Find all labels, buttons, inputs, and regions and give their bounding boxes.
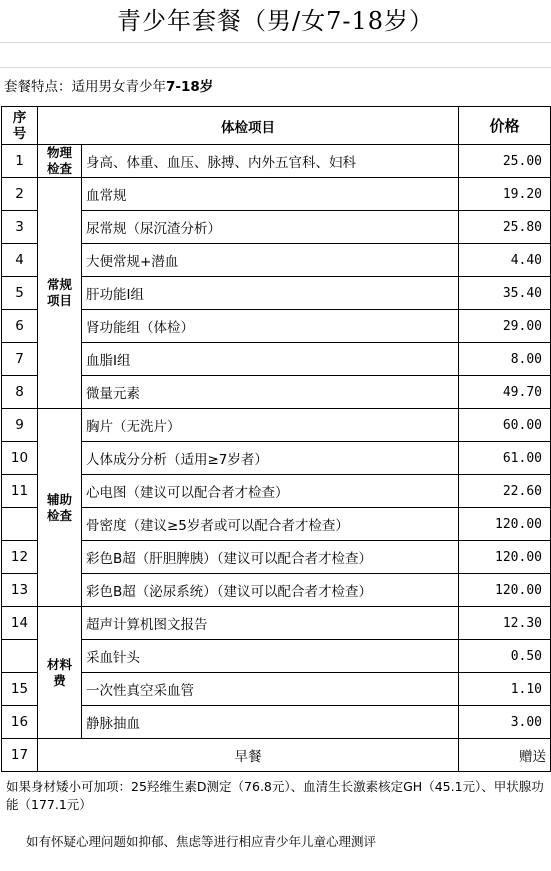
row-item: 彩色B超（肝胆脾胰）（建议可以配合者才检查） [82, 541, 459, 574]
row-item: 静脉抽血 [82, 706, 459, 739]
row-price: 25.80 [459, 211, 551, 244]
row-item: 心电图（建议可以配合者才检查） [82, 475, 459, 508]
row-seq: 7 [2, 343, 38, 376]
row-seq [2, 640, 38, 673]
table-row [2, 673, 551, 706]
category-routine: 常规项目 [38, 178, 82, 409]
header-price: 价格 [459, 107, 551, 145]
row-item: 血常规 [82, 178, 459, 211]
table-row [2, 376, 551, 409]
row-seq: 3 [2, 211, 38, 244]
psychology-note: 如有怀疑心理问题如抑郁、焦虑等进行相应青少年儿童心理测评 [26, 834, 377, 849]
row-price: 120.00 [459, 541, 551, 574]
row-item: 早餐 [38, 739, 459, 772]
row-seq: 9 [2, 409, 38, 442]
table-row [2, 442, 551, 475]
row-item: 胸片（无洗片） [82, 409, 459, 442]
table-row [2, 508, 551, 541]
row-seq: 12 [2, 541, 38, 574]
row-price: 120.00 [459, 574, 551, 607]
package-feature-label: 套餐特点：适用男女青少年 [4, 79, 166, 95]
additional-items-note: 如果身材矮小可加项：25羟维生素D测定（76.8元）、血清生长激素核定GH（45.1元）、甲状腺功能（177.1元） [6, 779, 544, 812]
table-row [2, 277, 551, 310]
row-price: 12.30 [459, 607, 551, 640]
category-physical: 物理检查 [38, 145, 82, 178]
row-seq: 13 [2, 574, 38, 607]
table-row [2, 310, 551, 343]
package-feature-range: 7-18岁 [166, 79, 214, 95]
row-seq: 16 [2, 706, 38, 739]
table-row [2, 640, 551, 673]
row-item: 超声计算机图文报告 [82, 607, 459, 640]
row-price: 3.00 [459, 706, 551, 739]
row-seq: 11 [2, 475, 38, 508]
row-item: 微量元素 [82, 376, 459, 409]
row-price: 120.00 [459, 508, 551, 541]
row-seq: 2 [2, 178, 38, 211]
row-item: 肝功能Ⅰ组 [82, 277, 459, 310]
table-row [2, 409, 551, 442]
row-price: 49.70 [459, 376, 551, 409]
row-seq: 14 [2, 607, 38, 640]
header-item: 体检项目 [38, 107, 459, 145]
row-item: 肾功能组（体检） [82, 310, 459, 343]
package-feature [0, 68, 551, 106]
row-seq: 15 [2, 673, 38, 706]
row-price: 赠送 [459, 739, 551, 772]
table-row [2, 607, 551, 640]
row-price: 25.00 [459, 145, 551, 178]
row-seq: 17 [2, 739, 38, 772]
table-row [2, 211, 551, 244]
row-item: 采血针头 [82, 640, 459, 673]
table-header-row [2, 107, 551, 145]
table-row [2, 541, 551, 574]
row-price: 60.00 [459, 409, 551, 442]
row-item: 尿常规（尿沉渣分析） [82, 211, 459, 244]
row-item: 血脂Ⅰ组 [82, 343, 459, 376]
table-row [2, 739, 551, 772]
row-price: 4.40 [459, 244, 551, 277]
row-price: 61.00 [459, 442, 551, 475]
table-row [2, 178, 551, 211]
table-row [2, 343, 551, 376]
row-price: 1.10 [459, 673, 551, 706]
table-row [2, 145, 551, 178]
row-price: 8.00 [459, 343, 551, 376]
row-seq: 8 [2, 376, 38, 409]
table-row [2, 244, 551, 277]
row-price: 0.50 [459, 640, 551, 673]
table-row [2, 574, 551, 607]
page-title: 青少年套餐（男/女7-18岁） [0, 0, 551, 43]
row-item: 骨密度（建议≥5岁者或可以配合者才检查） [82, 508, 459, 541]
category-auxiliary: 辅助检查 [38, 409, 82, 607]
row-seq: 5 [2, 277, 38, 310]
table-row [2, 706, 551, 739]
row-item: 一次性真空采血管 [82, 673, 459, 706]
row-seq: 6 [2, 310, 38, 343]
row-item: 人体成分分析（适用≥7岁者） [82, 442, 459, 475]
blank-row [0, 43, 551, 68]
row-price: 22.60 [459, 475, 551, 508]
category-material: 材料费 [38, 607, 82, 739]
row-price: 19.20 [459, 178, 551, 211]
table-row [2, 475, 551, 508]
row-seq: 10 [2, 442, 38, 475]
row-item: 彩色B超（泌尿系统）（建议可以配合者才检查） [82, 574, 459, 607]
row-item: 身高、体重、血压、脉搏、内外五官科、妇科 [82, 145, 459, 178]
row-price: 29.00 [459, 310, 551, 343]
row-price: 35.40 [459, 277, 551, 310]
checkup-table [1, 106, 551, 772]
header-seq: 序号 [2, 107, 38, 145]
row-item: 大便常规+潜血 [82, 244, 459, 277]
row-seq [2, 508, 38, 541]
row-seq: 1 [2, 145, 38, 178]
row-seq: 4 [2, 244, 38, 277]
